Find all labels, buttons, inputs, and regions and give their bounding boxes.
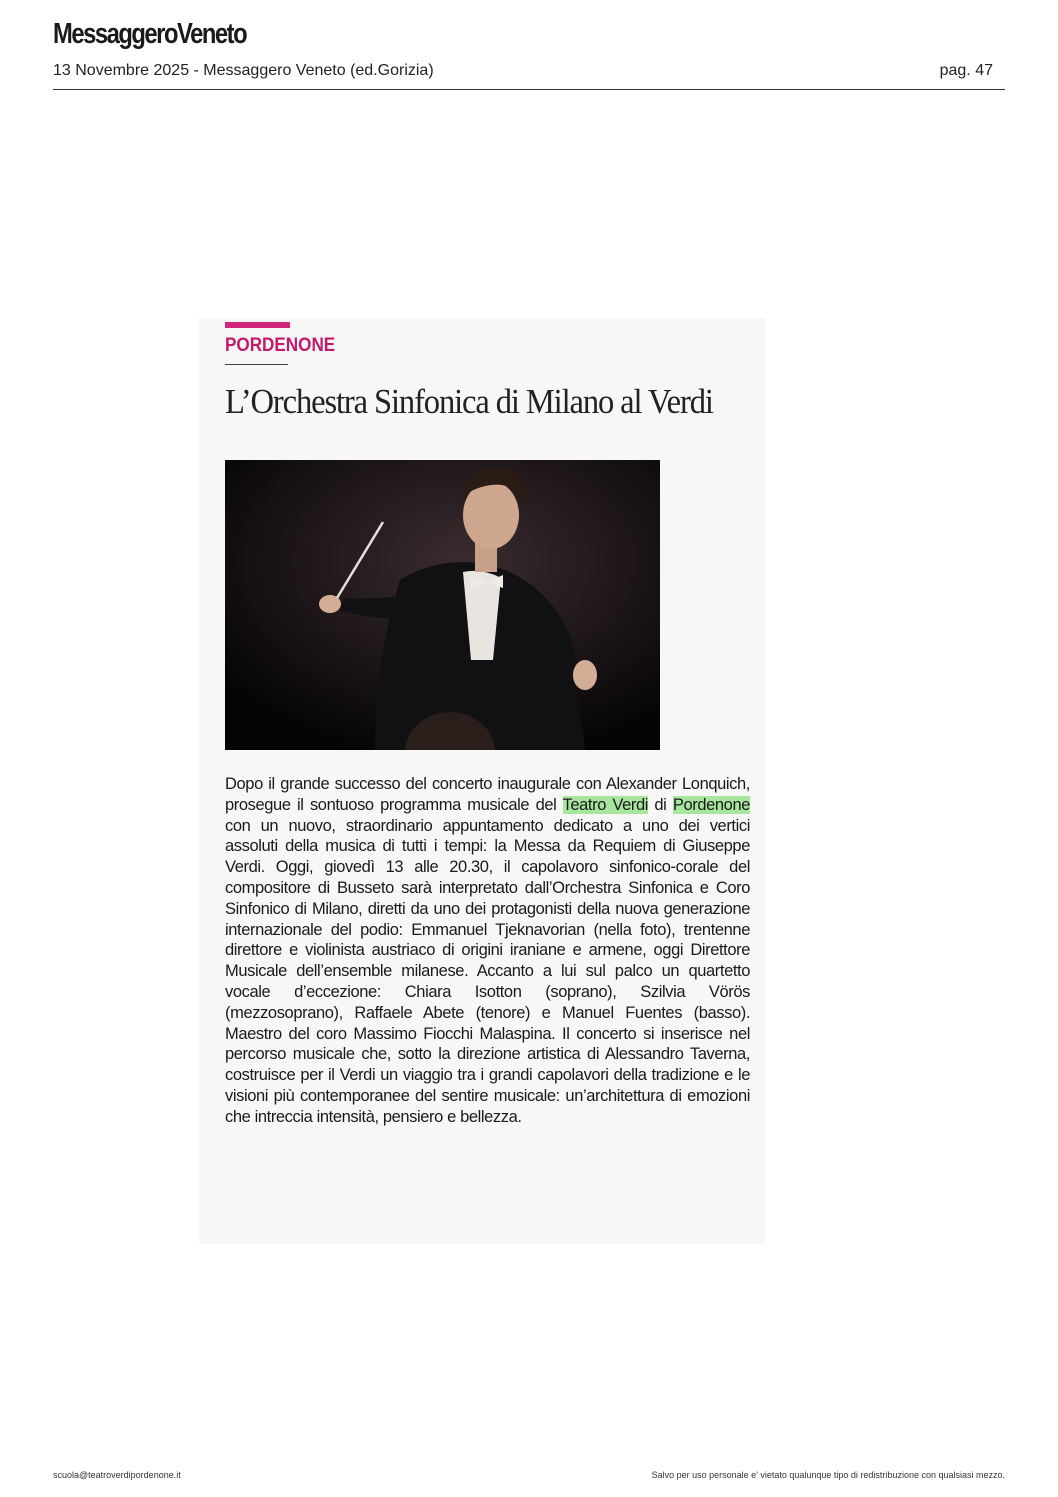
- section-accent-bar: [225, 322, 290, 328]
- body-part-1: Dopo il grande successo del concerto inaugurale con Alexander Lonquich, prosegue il sontuoso programma musicale del: [225, 775, 750, 814]
- footer-email: scuola@teatroverdipordenone.it: [53, 1470, 181, 1480]
- body-part-2: di: [648, 795, 673, 814]
- highlight-pordenone: Pordenone: [672, 795, 750, 814]
- body-part-3: con un nuovo, straordinario appuntamento dedicato a uno dei vertici assoluti della musica di tutti i tempi: la Messa da Requiem di Giuseppe Verdi. Oggi, giovedì 13 alle 20.30, il capolavoro sinfonico-corale del compositore di Busseto sarà interpretato dall’Orchestra Sinfonica e Coro Sinfonico di Milano, diretti da uno dei protagonisti della nuova generazione internazionale del podio: Emmanuel Tjeknavorian (nella foto), trentenne direttore e violinista austriaco di origini iraniane e armene, oggi Direttore Musicale dell’ensemble milanese. Accanto a lui sul palco un quartetto vocale d’eccezione: Chiara Isotton (soprano), Szilvia Vörös (mezzosoprano), Raffaele Abete (tenore) e Manuel Fuentes (basso). Maestro del coro Massimo Fiocchi Malaspina. Il concerto si inserisce nel percorso musicale che, sotto la direzione artistica di Alessandro Taverna, costruisce per il Verdi un viaggio tra i grandi capolavori della tradizione e le visioni più contemporanee del sentire musicale: un’architettura di emozioni che intreccia intensità, pensiero e bellezza.: [225, 816, 750, 1126]
- conductor-photo-illustration: [225, 460, 660, 750]
- header-divider: [53, 89, 1005, 90]
- footer-notice: Salvo per uso personale e' vietato qualunque tipo di redistribuzione con qualsiasi mezzo.: [651, 1470, 1005, 1480]
- article-body: [225, 774, 750, 1128]
- newspaper-masthead: MessaggeroVeneto: [53, 18, 247, 50]
- article-clipping: [199, 318, 765, 1244]
- dateline-bar: [53, 62, 1005, 80]
- dateline: 13 Novembre 2025 - Messaggero Veneto (ed.Gorizia): [53, 62, 434, 79]
- section-label: PORDENONE: [225, 335, 336, 356]
- section-underline: [225, 364, 288, 365]
- page-number: pag. 47: [939, 62, 993, 79]
- conductor-photo: [225, 460, 660, 750]
- article-headline: L’Orchestra Sinfonica di Milano al Verdi: [225, 382, 713, 421]
- highlight-teatro-verdi: Teatro Verdi: [562, 795, 648, 814]
